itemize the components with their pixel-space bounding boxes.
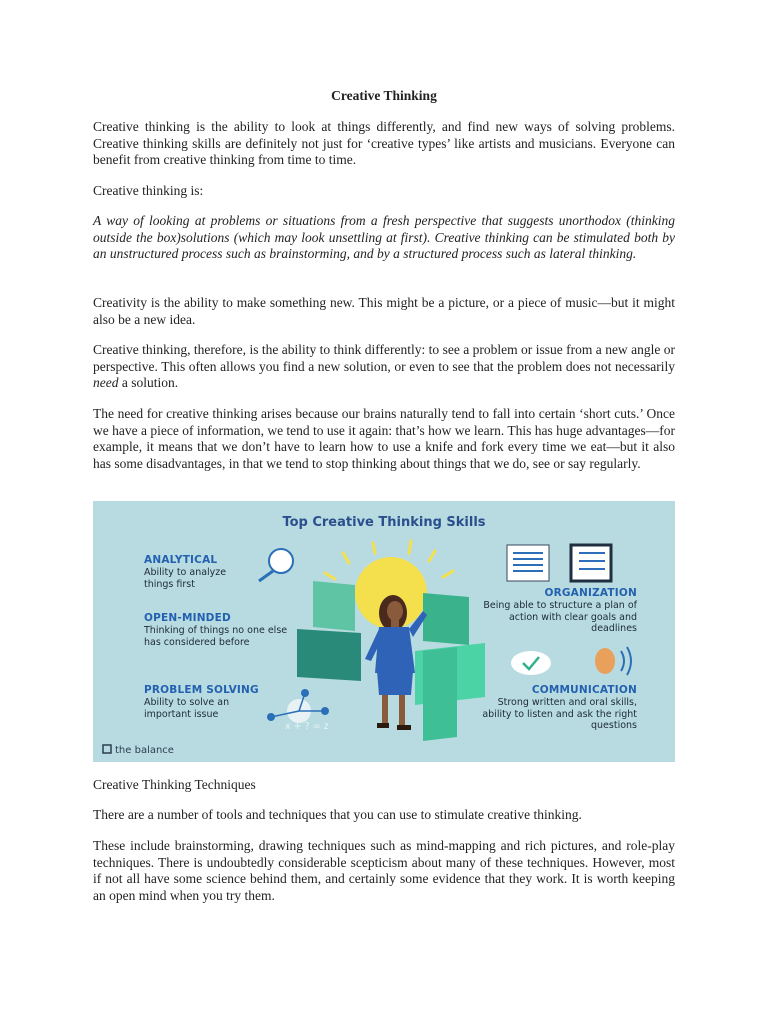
balance-logo-text: the balance	[115, 745, 174, 756]
skill-desc-problem-solving: Ability to solve an important issue	[144, 697, 230, 720]
skill-desc-open-minded: Thinking of things no one else has considered before	[144, 625, 288, 648]
skill-desc-communication: Strong written and oral skills, ability to listen and ask the right questions	[482, 697, 637, 731]
panel-shape	[313, 581, 355, 631]
speech-bubble-icon	[511, 651, 551, 675]
creative-skills-infographic	[93, 501, 675, 762]
skill-desc-organization: Being able to structure a plan of action with clear goals and deadlines	[483, 600, 637, 634]
paragraph-techniques: These include brainstorming, drawing techniques such as mind-mapping and rich pictures, and role-play techniques. There is undoubtedly considerable scepticism about many of these techniques. However, most if not all have some science behind them, and certainly some evidence that they work. It is worth keeping an open mind when you try them.	[93, 838, 675, 903]
skill-heading-open-minded: OPEN-MINDED	[144, 612, 231, 624]
skill-heading-problem-solving: PROBLEM SOLVING	[144, 684, 259, 696]
panel-shape	[297, 629, 361, 681]
network-icon	[267, 689, 329, 723]
magnifier-icon	[259, 549, 293, 581]
paragraph-definition: A way of looking at problems or situations from a fresh perspective that suggests unorthodox (thinking outside the box)solutions (which may look unsettling at first). Creative thinking can be stimulated both by an unstructured process such as brainstorming, and by a structured process such as lateral thinking.	[93, 213, 675, 262]
emphasis-need: need	[93, 375, 119, 391]
balance-logo-icon	[103, 745, 111, 753]
paragraph-intro: Creative thinking is the ability to look at things differently, and find new ways of solving problems. Creative thinking skills are definitely not just for ‘creative types’ like artists and musicians. Everyone can benefit from creative thinking from time to time.	[93, 119, 675, 168]
paragraph-short-cuts: The need for creative thinking arises because our brains naturally tend to fall into certain ‘short cuts.’ Once we have a piece of information, we tend to use it again: that’s how we learn. This has huge advantages—for example, it means that we don’t have to learn how to use a knife and fork every time we eat—but it also has some disadvantages, in that we tend to stop thinking about things that we do, see or say regularly.	[93, 406, 675, 471]
paragraph-creativity: Creativity is the ability to make something new. This might be a picture, or a piece of music—but it might also be a new idea.	[93, 295, 675, 327]
paragraph-lead: Creative thinking is:	[93, 183, 204, 198]
paragraph-think-differently	[93, 342, 675, 392]
skill-desc-analytical: Ability to analyze things first	[144, 567, 227, 590]
documents-icon	[507, 545, 611, 581]
ear-icon	[595, 647, 631, 675]
paragraph-tools: There are a number of tools and techniques that you can use to stimulate creative thinking.	[93, 807, 582, 822]
skill-heading-organization: ORGANIZATION	[544, 587, 637, 599]
infographic-title: Top Creative Thinking Skills	[282, 515, 486, 530]
paragraph-text: Creative thinking, therefore, is the ability to think differently: to see a problem or issue from a new angle or perspective. This often allows you find a new solution, or even to see that the problem does not necessarily	[93, 342, 675, 374]
panel-shape	[423, 593, 469, 645]
paragraph-text: a solution.	[118, 375, 179, 391]
panel-shape	[423, 647, 457, 741]
equation-label: x + ? = z	[285, 721, 329, 732]
skill-heading-communication: COMMUNICATION	[531, 684, 637, 696]
section-heading-techniques: Creative Thinking Techniques	[93, 777, 256, 792]
page-title: Creative Thinking	[331, 88, 437, 103]
skill-heading-analytical: ANALYTICAL	[144, 554, 218, 566]
